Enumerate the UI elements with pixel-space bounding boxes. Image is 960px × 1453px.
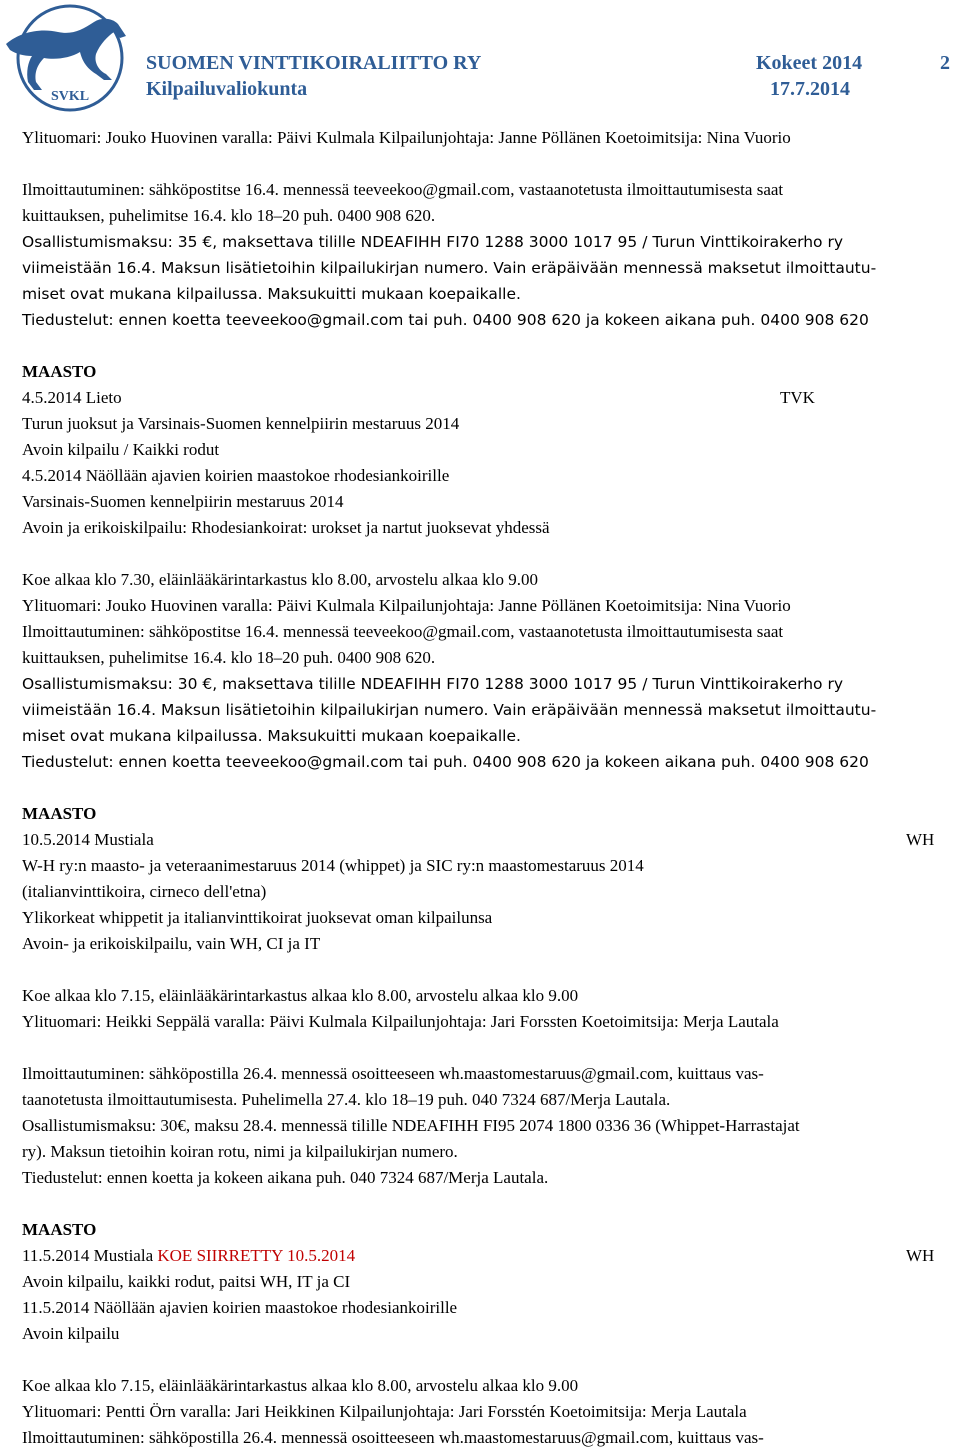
- registration-line: Ilmoittautuminen: sähköpostilla 26.4. mennessä osoitteeseen wh.maastomestaruus@gmail.com, kuittaus vas-: [22, 1064, 764, 1083]
- event-line: 4.5.2014 Näöllään ajavien koirien maastokoe rhodesiankoirille: [22, 466, 450, 485]
- fee-line: Osallistumismaksu: 30 €, maksettava tilille NDEAFIHH FI70 1288 3000 1017 95 / Turun Vinttikoirakerho ry: [22, 675, 844, 693]
- event-tag: WH: [906, 1246, 935, 1265]
- registration-line-2: kuittauksen, puhelimitse 16.4. klo 18–20 puh. 0400 908 620.: [22, 648, 436, 667]
- registration-line-2: kuittauksen, puhelimitse 16.4. klo 18–20 puh. 0400 908 620.: [22, 206, 436, 225]
- fee-line-3: miset ovat mukana kilpailussa. Maksukuitti mukaan koepaikalle.: [22, 285, 521, 303]
- event-line: Avoin kilpailu: [22, 1324, 120, 1343]
- event-line: Turun juoksut ja Varsinais-Suomen kennelpiirin mestaruus 2014: [22, 414, 460, 433]
- event-schedule: Koe alkaa klo 7.30, eläinlääkärintarkastus klo 8.00, arvostelu alkaa klo 9.00: [22, 570, 538, 589]
- registration-line: Ilmoittautuminen: sähköpostitse 16.4. mennessä teeveekoo@gmail.com, vastaanotetusta ilmoittautumisesta saat: [22, 180, 784, 199]
- event-heading: MAASTO: [22, 804, 97, 823]
- event-heading: MAASTO: [22, 362, 97, 381]
- event-line: Avoin- ja erikoiskilpailu, vain WH, CI ja IT: [22, 934, 321, 953]
- event-date-place: 10.5.2014 Mustiala: [22, 830, 154, 849]
- event-date-place-row: [22, 1245, 355, 1267]
- event-date-place: 4.5.2014 Lieto: [22, 388, 122, 407]
- event-schedule: Koe alkaa klo 7.15, eläinlääkärintarkastus alkaa klo 8.00, arvostelu alkaa klo 9.00: [22, 1376, 579, 1395]
- event-line: Avoin kilpailu / Kaikki rodut: [22, 440, 220, 459]
- judges-line: Ylituomari: Jouko Huovinen varalla: Päivi Kulmala Kilpailunjohtaja: Janne Pöllänen Koetoimitsija: Nina Vuorio: [22, 128, 791, 147]
- event-line: Varsinais-Suomen kennelpiirin mestaruus 2014: [22, 492, 344, 511]
- registration-line: Ilmoittautuminen: sähköpostitse 16.4. mennessä teeveekoo@gmail.com, vastaanotetusta ilmoittautumisesta saat: [22, 622, 784, 641]
- page-number: 2: [940, 52, 950, 74]
- event-date-place: 11.5.2014 Mustiala: [22, 1246, 154, 1265]
- logo-text: SVKL: [50, 89, 90, 104]
- registration-line: Ilmoittautuminen: sähköpostilla 26.4. mennessä osoitteeseen wh.maastomestaruus@gmail.com, kuittaus vas-: [22, 1428, 764, 1447]
- fee-line-2: viimeistään 16.4. Maksun lisätietoihin kilpailukirjan numero. Vain eräpäivään mennessä maksetut ilmoittautu-: [22, 259, 877, 277]
- registration-line-2: taanotetusta ilmoittautumisesta. Puhelimella 27.4. klo 18–19 puh. 040 7324 687/Merja Lautala.: [22, 1090, 671, 1109]
- fee-line: Osallistumismaksu: 35 €, maksettava tilille NDEAFIHH FI70 1288 3000 1017 95 / Turun Vinttikoirakerho ry: [22, 233, 844, 251]
- inquiry-line: Tiedustelut: ennen koetta teeveekoo@gmail.com tai puh. 0400 908 620 ja kokeen aikana puh. 0400 908 620: [22, 311, 869, 329]
- event-moved-notice: KOE SIIRRETTY 10.5.2014: [157, 1246, 356, 1265]
- fee-line-2: ry). Maksun tietoihin koiran rotu, nimi ja kilpailukirjan numero.: [22, 1142, 458, 1161]
- event-line: (italianvinttikoira, cirneco dell'etna): [22, 882, 267, 901]
- event-line: Avoin kilpailu, kaikki rodut, paitsi WH, IT ja CI: [22, 1272, 351, 1291]
- event-heading: MAASTO: [22, 1220, 97, 1239]
- fee-line-3: miset ovat mukana kilpailussa. Maksukuitti mukaan koepaikalle.: [22, 727, 521, 745]
- fee-line: Osallistumismaksu: 30€, maksu 28.4. mennessä tilille NDEAFIHH FI95 2074 1800 0336 36 (Whippet-Harrastajat: [22, 1116, 800, 1135]
- committee-name: Kilpailuvaliokunta: [146, 78, 308, 100]
- inquiry-line: Tiedustelut: ennen koetta teeveekoo@gmail.com tai puh. 0400 908 620 ja kokeen aikana puh. 0400 908 620: [22, 753, 869, 771]
- organization-name: SUOMEN VINTTIKOIRALIITTO RY: [146, 52, 482, 74]
- event-line: Avoin ja erikoiskilpailu: Rhodesiankoirat: urokset ja nartut juoksevat yhdessä: [22, 518, 550, 537]
- inquiry-line: Tiedustelut: ennen koetta ja kokeen aikana puh. 040 7324 687/Merja Lautala.: [22, 1168, 549, 1187]
- event-line: W-H ry:n maasto- ja veteraanimestaruus 2014 (whippet) ja SIC ry:n maastomestaruus 2014: [22, 856, 644, 875]
- fee-line-2: viimeistään 16.4. Maksun lisätietoihin kilpailukirjan numero. Vain eräpäivään mennessä maksetut ilmoittautu-: [22, 701, 877, 719]
- judges-line: Ylituomari: Pentti Örn varalla: Jari Heikkinen Kilpailunjohtaja: Jari Forsstén Koetoimitsija: Merja Lautala: [22, 1402, 747, 1421]
- event-line: 11.5.2014 Näöllään ajavien koirien maastokoe rhodesiankoirille: [22, 1298, 458, 1317]
- issue-date: 17.7.2014: [770, 78, 850, 100]
- event-tag: WH: [906, 830, 935, 849]
- issue-title: Kokeet 2014: [756, 52, 863, 74]
- greyhound-logo: [0, 2, 140, 114]
- judges-line: Ylituomari: Heikki Seppälä varalla: Päivi Kulmala Kilpailunjohtaja: Jari Forssten Koetoimitsija: Merja Lautala: [22, 1012, 779, 1031]
- event-tag: TVK: [780, 388, 815, 407]
- event-line: Ylikorkeat whippetit ja italianvinttikoirat juoksevat oman kilpailunsa: [22, 908, 493, 927]
- event-schedule: Koe alkaa klo 7.15, eläinlääkärintarkastus alkaa klo 8.00, arvostelu alkaa klo 9.00: [22, 986, 579, 1005]
- judges-line: Ylituomari: Jouko Huovinen varalla: Päivi Kulmala Kilpailunjohtaja: Janne Pöllänen Koetoimitsija: Nina Vuorio: [22, 596, 791, 615]
